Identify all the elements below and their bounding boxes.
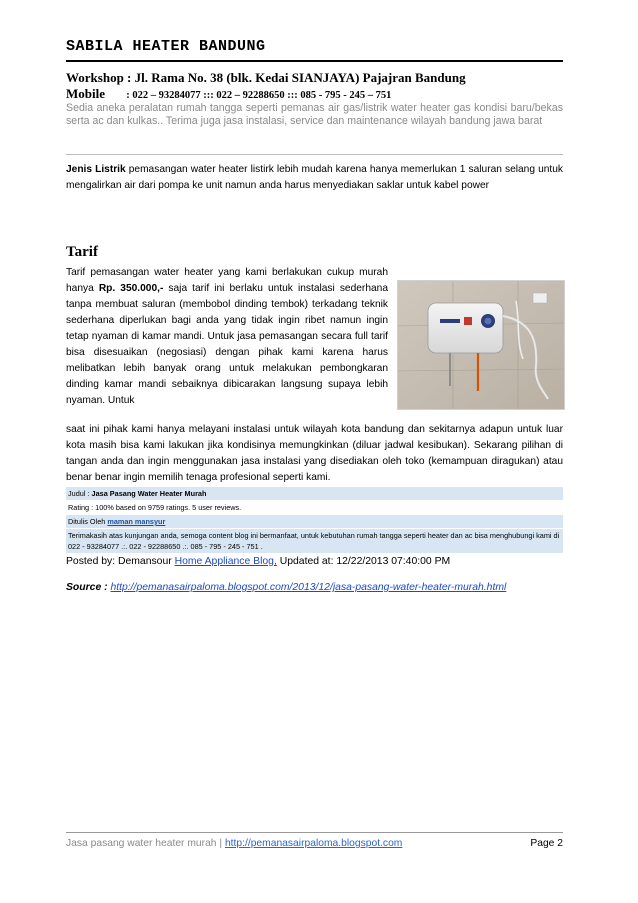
header-divider (66, 60, 563, 62)
intro-text: pemasangan water heater listirk lebih mudah karena hanya memerlukan 1 saluran selang untuk mengalirkan air dari pompa ke unit namun anda harus menyediakan saklar untuk kabel power (66, 164, 563, 191)
info-title-value: Jasa Pasang Water Heater Murah (91, 489, 207, 498)
source-url-link[interactable]: http://pemanasairpaloma.blogspot.com/2013/12/jasa-pasang-water-heater-murah.html (110, 582, 507, 593)
info-thanks-row: Terimakasih atas kunjungan anda, semoga content blog ini bermanfaat, untuk kebutuhan rumah tangga seperti heater dan ac bisa menghubungi kami di 022 - 93284077 .:. 022 - 92288650 .:. 085 - 795 - 245 - 751 . (66, 529, 563, 554)
footer-blog-link[interactable]: http://pemanasairpaloma.blogspot.com (224, 838, 403, 849)
info-title-row (66, 487, 563, 501)
tarif-text-before: Tarif pemasangan water heater yang kami berlakukan cukup murah hanya (66, 267, 388, 294)
workshop-address: Workshop : Jl. Rama No. 38 (blk. Kedai SIANJAYA) Pajajran Bandung (66, 70, 466, 85)
footer-title: Jasa pasang water heater murah | (66, 838, 225, 849)
company-description: Sedia aneka peralatan rumah tangga seperti pemanas air gas/listrik water heater gas kondisi baru/bekas serta ac dan kulkas.. Terima juga jasa instalasi, service dan maintenance wilayah bandung jawa barat (66, 102, 563, 127)
info-author-row (66, 515, 563, 529)
intro-bold-lead: Jenis Listrik (66, 164, 126, 175)
intro-paragraph (66, 162, 563, 194)
source-label: Source : (66, 582, 108, 593)
page-number: Page 2 (530, 838, 563, 849)
mobile-label: Mobile (66, 86, 105, 101)
posted-prefix: Posted by: Demansour (66, 556, 175, 567)
posted-suffix: Updated at: 12/22/2013 07:40:00 PM (276, 556, 451, 567)
header-divider-thin (66, 154, 563, 155)
source-line (66, 582, 506, 593)
info-author-label: Ditulis Oleh (68, 517, 108, 526)
footer-divider (66, 832, 563, 833)
water-heater-photo (397, 280, 565, 410)
tarif-price: Rp. 350.000,- (98, 283, 164, 294)
water-heater-image (398, 281, 564, 409)
tarif-text-after: saja tarif ini berlaku untuk instalasi sederhana tanpa membuat saluran (membobol dinding tembok) terkadang teknik sederhana diperlukan bagi anda yang tidak ingin ribet namun ingin tetap nyaman di kamar mandi. Untuk jasa pemasangan secara full tarif bisa disesuaikan (negosiasi) dengan pihak kami karena harus melibatkan lebih banyak orang untuk melakukan pembongkaran dinding kamar mandi sebaiknya dibicarakan langsung supaya lebih nyaman. Untuk (66, 283, 388, 406)
post-info-box (66, 487, 563, 554)
home-appliance-blog-link[interactable]: Home Appliance Blog, (174, 556, 277, 567)
info-rating-row: Rating : 100% based on 9759 ratings. 5 user reviews. (66, 501, 563, 515)
author-link[interactable]: maman mansyur (107, 517, 166, 526)
tarif-heading: Tarif (66, 244, 98, 260)
tarif-paragraph (66, 265, 388, 409)
company-title: SABILA HEATER BANDUNG (66, 38, 266, 55)
mobile-numbers: : 022 – 93284077 ::: 022 – 92288650 ::: 085 - 795 - 245 – 751 (126, 90, 392, 101)
footer-left (66, 838, 402, 849)
tarif-continuation: saat ini pihak kami hanya melayani instalasi untuk wilayah kota bandung dan sekitarnya adapun untuk luar kota masih bisa kami lakukan jika kondisinya memungkinkan (diluar jadwal kesibukan). Sekarang pilihan di tangan anda dan ingin menggunakan jasa instalasi yang disediakan oleh toko (kemampuan diragukan) atau benar benar ingin memilih tenaga profesional seperti kami. (66, 424, 563, 483)
posted-by-line (66, 556, 450, 567)
mobile-contacts (66, 86, 391, 102)
info-title-label: Judul : (68, 489, 92, 498)
